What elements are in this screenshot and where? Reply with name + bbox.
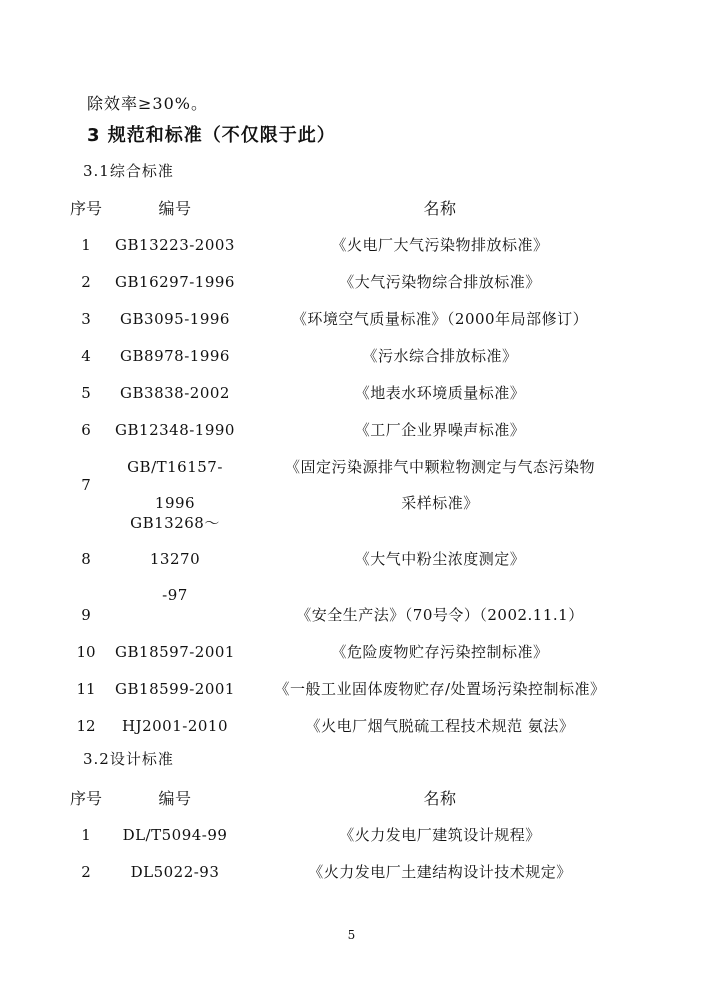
standard-name-line: 《火力发电厂建筑设计规程》 <box>339 826 541 844</box>
design-standards-table <box>0 778 703 890</box>
standard-name-line: 《大气污染物综合排放标准》 <box>339 273 541 291</box>
table-row <box>0 514 703 604</box>
header-code: 编号 <box>158 788 192 808</box>
standard-code-line: GB12348-1990 <box>115 420 235 439</box>
standard-name-line: 《火电厂烟气脱硫工程技术规范 氨法》 <box>305 717 575 735</box>
row-number: 2 <box>81 272 91 291</box>
standard-name-line: 采样标准》 <box>401 494 479 512</box>
subsection-title-design: 3.2设计标准 <box>83 750 174 768</box>
standard-name-line: 《一般工业固体废物贮存/处置场污染控制标准》 <box>274 680 606 698</box>
table-row <box>0 263 703 300</box>
table-row <box>0 448 703 522</box>
header-name: 名称 <box>423 788 457 808</box>
standard-name <box>250 670 630 707</box>
table-header <box>0 778 703 816</box>
standard-name-line: 《危险废物贮存污染控制标准》 <box>331 643 549 661</box>
intro-line: 除效率≥30%。 <box>87 94 208 113</box>
standard-name <box>250 522 630 596</box>
standard-code-line: GB8978-1996 <box>120 346 230 365</box>
table-row <box>0 300 703 337</box>
standard-name <box>250 411 630 448</box>
standard-code <box>110 300 240 337</box>
row-number: 4 <box>81 346 91 365</box>
standard-name-line: 《火力发电厂土建结构设计技术规定》 <box>308 863 572 881</box>
standard-name-line: 《安全生产法》（70号令）（2002.11.1） <box>296 606 584 624</box>
standard-code-line: DL/T5094-99 <box>122 825 228 844</box>
standard-code <box>110 633 240 670</box>
standard-code-line: DL5022-93 <box>130 862 220 881</box>
standard-code-line: GB13268～13270 <box>130 514 220 568</box>
table-row <box>0 226 703 263</box>
standard-code <box>110 337 240 374</box>
standard-code <box>110 263 240 300</box>
row-number: 7 <box>81 476 91 494</box>
row-number: 10 <box>76 642 96 661</box>
page-number: 5 <box>347 928 356 942</box>
row-number: 3 <box>81 309 91 328</box>
standard-code <box>110 670 240 707</box>
standard-code <box>110 226 240 263</box>
table-row <box>0 633 703 670</box>
table-header <box>0 188 703 226</box>
standard-name-line: 《大气中粉尘浓度测定》 <box>354 550 526 568</box>
standard-code-line: GB3095-1996 <box>120 309 230 328</box>
standard-name-line: 《火电厂大气污染物排放标准》 <box>331 236 549 254</box>
row-number: 2 <box>81 862 91 881</box>
standard-code-line: -97 <box>162 586 188 604</box>
standard-code-line: GB18597-2001 <box>115 642 235 661</box>
standard-code-line: GB16297-1996 <box>115 272 235 291</box>
header-no: 序号 <box>69 198 102 218</box>
table-row <box>0 670 703 707</box>
standard-code-line: GB18599-2001 <box>115 679 235 698</box>
table-row <box>0 374 703 411</box>
standard-name <box>250 816 630 853</box>
standard-name <box>250 263 630 300</box>
row-number: 6 <box>81 420 91 439</box>
section-heading: 3 规范和标准（不仅限于此） <box>87 125 336 146</box>
standard-code <box>110 374 240 411</box>
header-code: 编号 <box>158 198 192 218</box>
standard-name-line: 《环境空气质量标准》（2000年局部修订） <box>291 310 589 328</box>
standard-name <box>250 448 630 522</box>
standard-code-line: GB13223-2003 <box>115 235 235 254</box>
standard-name <box>250 853 630 890</box>
standard-code <box>110 514 240 604</box>
row-number: 8 <box>81 550 91 568</box>
standard-name <box>250 337 630 374</box>
standard-code <box>110 853 240 890</box>
standard-code-line: GB3838-2002 <box>120 383 230 402</box>
standard-name-line: 《地表水环境质量标准》 <box>354 384 526 402</box>
table-row <box>0 707 703 744</box>
table-row <box>0 816 703 853</box>
row-number: 11 <box>76 679 96 698</box>
header-name: 名称 <box>423 198 457 218</box>
standard-code <box>110 816 240 853</box>
row-number: 1 <box>81 825 91 844</box>
standard-name <box>250 300 630 337</box>
standard-name <box>250 596 630 633</box>
row-number: 9 <box>81 605 91 624</box>
table-row <box>0 337 703 374</box>
standard-name <box>250 226 630 263</box>
header-no: 序号 <box>69 788 102 808</box>
general-standards-table <box>0 188 703 744</box>
table-row <box>0 411 703 448</box>
table-row <box>0 596 703 633</box>
row-number: 5 <box>81 383 91 402</box>
row-number: 1 <box>81 235 91 254</box>
table-row <box>0 853 703 890</box>
standard-code-line: GB/T16157-1996 <box>127 458 223 512</box>
standard-code <box>110 707 240 744</box>
standard-name-line: 《固定污染源排气中颗粒物测定与气态污染物 <box>284 458 595 476</box>
standard-name <box>250 707 630 744</box>
row-number: 12 <box>76 716 96 735</box>
standard-code-line: HJ2001-2010 <box>121 716 228 735</box>
standard-name-line: 《污水综合排放标准》 <box>362 347 518 365</box>
standard-code <box>110 596 240 633</box>
standard-code <box>110 411 240 448</box>
standard-name <box>250 633 630 670</box>
standard-name <box>250 374 630 411</box>
subsection-title-general: 3.1综合标准 <box>83 162 174 180</box>
standard-name-line: 《工厂企业界噪声标准》 <box>354 421 526 439</box>
